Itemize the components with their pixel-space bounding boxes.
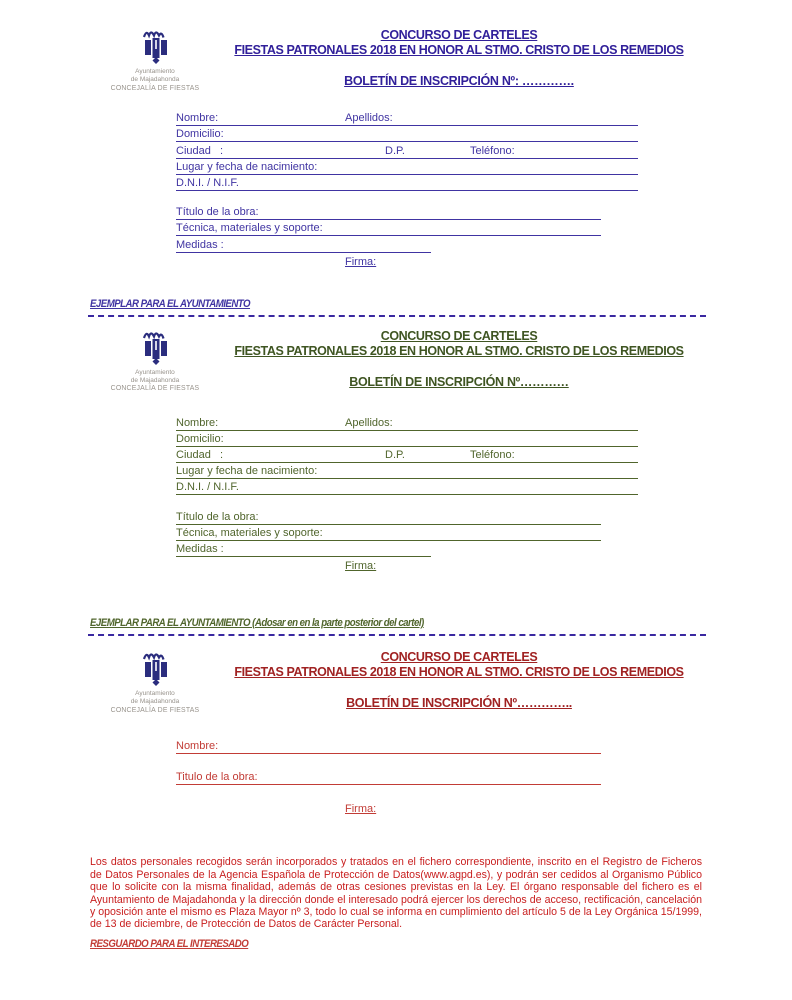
boletin-number-heading: BOLETÍN DE INSCRIPCIÓN Nº………….. [346, 696, 572, 710]
logo-org-line1: Ayuntamiento [135, 68, 175, 75]
form-spacer [176, 495, 638, 508]
logo-text [96, 68, 214, 94]
titulo-obra-label: Título de la obra: [176, 206, 259, 219]
dashed-separator [88, 634, 706, 636]
form-row-firma [176, 559, 638, 575]
copy-header [0, 650, 792, 738]
dni-label: D.N.I. / N.I.F. [176, 481, 239, 494]
copy-footer-label: RESGUARDO PARA EL INTERESADO [90, 937, 249, 950]
logo-org-line2: de Majadahonda [130, 698, 180, 706]
boletin-number-heading: BOLETÍN DE INSCRIPCIÓN Nº………… [349, 374, 569, 389]
dashed-separator [88, 315, 706, 317]
nombre-label: Nombre: [176, 416, 219, 429]
titulo-obra-label: Titulo de la obra: [176, 771, 258, 784]
nacimiento-label: Lugar y fecha de nacimiento: [176, 160, 318, 173]
form-row-titulo [176, 508, 601, 524]
majadahonda-logo [96, 329, 214, 415]
dni-label: D.N.I. / N.I.F. [176, 176, 239, 189]
telefono-label: Teléfono: [470, 144, 515, 157]
form-row-nombre-apellidos [176, 110, 638, 126]
form-row-titulo [176, 204, 601, 220]
legal-text: Los datos personales recogidos serán incorporados y tratados en el fichero correspondiente, inscrito en el Registro de Ficheros de Datos Personales de la Agencia Española de Protección de Datos(www.agpd.es), y podrán ser cedidos al Organismo Público que lo solicite con la misma finalidad, además de otras cesiones previstas en la Ley. El órgano responsable del fichero es el Ayuntamiento de Majadahonda y la dirección donde el interesado podrá ejercer los derechos de acceso, rectificación, cancelación y oposición ante el mismo es Plaza Mayor nº 3, todo lo cual se informa en cumplimiento del artículo 5 de la Ley Orgánica 15/1999, de 13 de diciembre, de Protección de Datos de Carácter Personal. [90, 856, 702, 931]
form-row-dni [176, 479, 638, 495]
copy-footer-label: EJEMPLAR PARA EL AYUNTAMIENTO (Adosar en en la parte posterior del cartel) [90, 617, 424, 629]
dp-label: D.P. [385, 144, 405, 157]
contest-subtitle: FIESTAS PATRONALES 2018 EN HONOR AL STMO. CRISTO DE LOS REMEDIOS [234, 43, 684, 57]
titulo-obra-label: Título de la obra: [176, 510, 259, 523]
form-row-domicilio [176, 126, 638, 142]
form-row-firma [176, 802, 638, 818]
majadahonda-logo [96, 650, 214, 738]
ciudad-label: Ciudad : [176, 449, 224, 462]
form-row-medidas [176, 541, 431, 557]
firma-label: Firma: [345, 560, 377, 572]
medidas-label: Medidas : [176, 543, 224, 555]
registration-form-short [176, 738, 638, 818]
majadahonda-logo [96, 28, 214, 110]
firma-label: Firma: [345, 803, 377, 816]
form-row-nacimiento [176, 159, 638, 175]
apellidos-label: Apellidos: [345, 416, 393, 429]
form-row-nombre [176, 738, 601, 754]
form-spacer [176, 785, 638, 800]
logo-text [96, 690, 214, 716]
form-spacer [176, 754, 638, 769]
nombre-label: Nombre: [176, 112, 219, 125]
form-row-nombre-apellidos [176, 415, 638, 431]
logo-org-line2: de Majadahonda [130, 376, 180, 384]
form-row-tecnica [176, 220, 601, 236]
form-row-tecnica [176, 525, 601, 541]
contest-title: CONCURSO DE CARTELES [380, 28, 538, 42]
copy-section-cartel [0, 329, 792, 631]
logo-text [96, 369, 214, 395]
logo-icon [96, 650, 214, 688]
copy-section-ayuntamiento [0, 28, 792, 311]
registration-form [176, 415, 638, 576]
tecnica-label: Técnica, materiales y soporte: [176, 526, 323, 539]
form-row-medidas [176, 236, 431, 252]
copy-footer-label: EJEMPLAR PARA EL AYUNTAMIENTO [90, 297, 251, 310]
copy-header [0, 28, 792, 110]
logo-icon [96, 28, 214, 66]
form-row-nacimiento [176, 463, 638, 479]
logo-org-line1: Ayuntamiento [135, 368, 175, 376]
form-row-titulo [176, 769, 601, 785]
logo-org-line3: CONCEJALÍA DE FIESTAS [110, 84, 200, 92]
copy-section-interesado [0, 650, 792, 951]
logo-org-line2: de Majadahonda [130, 76, 180, 84]
telefono-label: Teléfono: [470, 449, 515, 462]
form-row-domicilio [176, 431, 638, 447]
nacimiento-label: Lugar y fecha de nacimiento: [176, 465, 318, 478]
form-row-ciudad [176, 447, 638, 463]
form-spacer [176, 191, 638, 204]
logo-org-line3: CONCEJALÍA DE FIESTAS [110, 385, 200, 393]
dp-label: D.P. [385, 449, 405, 462]
copy-header [0, 329, 792, 415]
apellidos-label: Apellidos: [345, 112, 393, 125]
contest-title: CONCURSO DE CARTELES [380, 650, 538, 664]
form-row-firma [176, 255, 638, 271]
logo-org-line1: Ayuntamiento [135, 690, 175, 697]
contest-subtitle: FIESTAS PATRONALES 2018 EN HONOR AL STMO. CRISTO DE LOS REMEDIOS [234, 665, 684, 679]
medidas-label: Medidas : [176, 238, 224, 251]
contest-subtitle: FIESTAS PATRONALES 2018 EN HONOR AL STMO. CRISTO DE LOS REMEDIOS [234, 343, 684, 358]
domicilio-label: Domicilio: [176, 128, 224, 141]
nombre-label: Nombre: [176, 740, 219, 753]
copy-titles [214, 650, 792, 738]
copy-titles [214, 329, 792, 415]
firma-label: Firma: [345, 255, 377, 268]
boletin-number-heading: BOLETÍN DE INSCRIPCIÓN Nº: …………. [344, 74, 574, 88]
logo-icon [96, 329, 214, 367]
tecnica-label: Técnica, materiales y soporte: [176, 222, 323, 235]
form-row-ciudad [176, 142, 638, 158]
logo-org-line3: CONCEJALÍA DE FIESTAS [110, 706, 200, 714]
ciudad-label: Ciudad : [176, 144, 224, 157]
form-row-dni [176, 175, 638, 191]
registration-form [176, 110, 638, 271]
contest-title: CONCURSO DE CARTELES [380, 328, 538, 343]
domicilio-label: Domicilio: [176, 432, 224, 445]
copy-titles [214, 28, 792, 110]
